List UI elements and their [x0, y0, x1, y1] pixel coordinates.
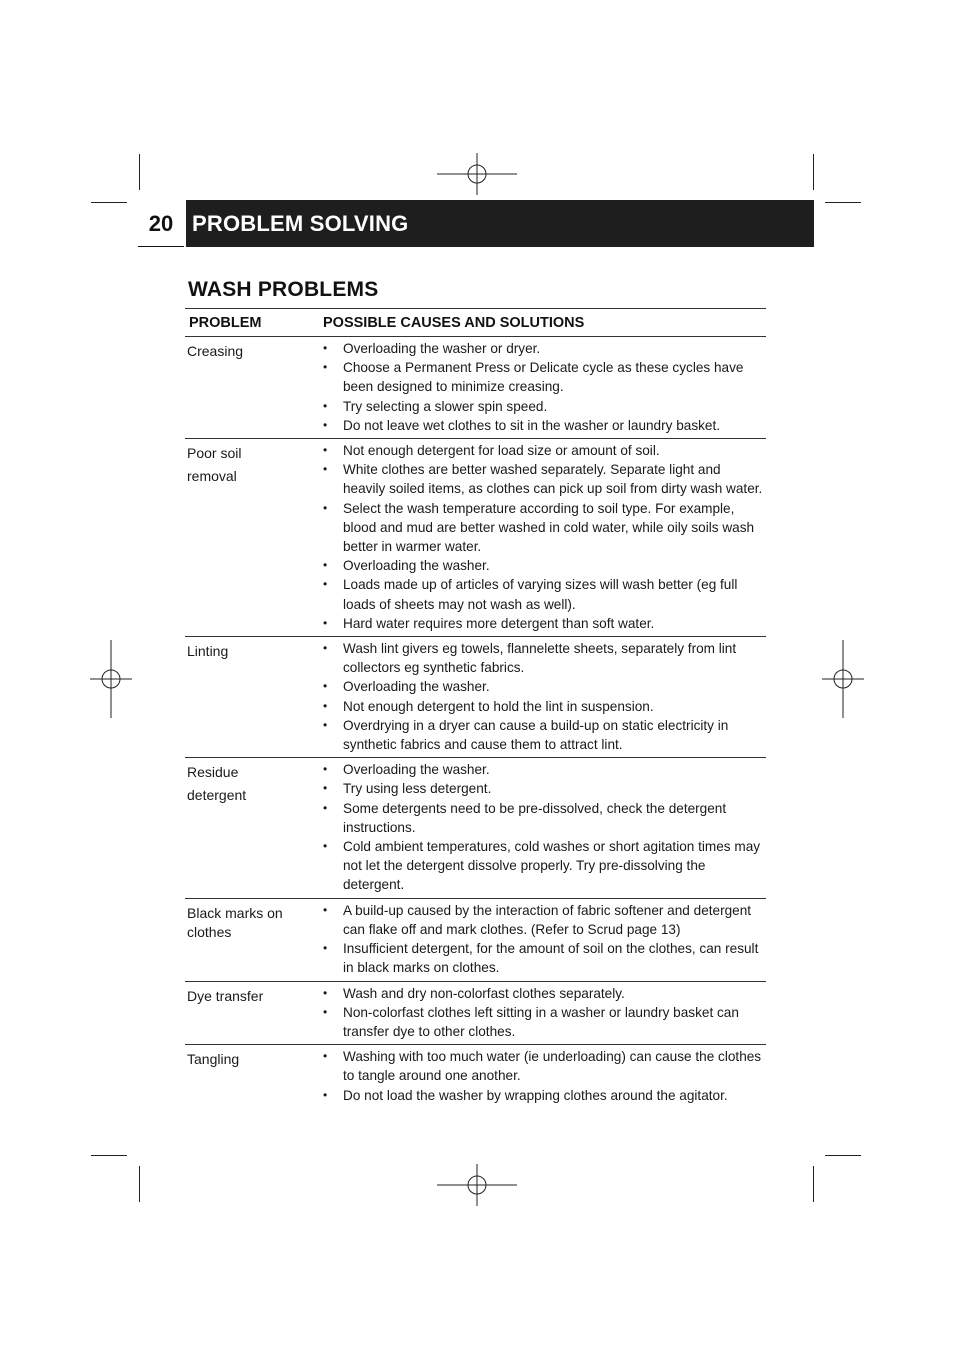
table-row	[185, 899, 766, 982]
problem-label: Black marks on	[187, 904, 283, 921]
problem-cell	[185, 760, 323, 894]
registration-mark-icon	[822, 640, 864, 718]
registration-mark-icon	[90, 640, 132, 718]
problem-label: Poor soil	[187, 445, 242, 462]
table-row	[185, 337, 766, 439]
table-row	[185, 637, 766, 758]
crop-mark	[91, 202, 127, 203]
problem-cell	[185, 1047, 323, 1105]
problem-label: Residue	[187, 764, 239, 781]
problem-label: Creasing	[187, 343, 244, 359]
problem-label: detergent	[187, 787, 247, 804]
crop-mark	[139, 154, 140, 190]
table-body	[185, 337, 766, 1108]
cause-item: • Not enough detergent to hold the lint in suspension.	[323, 697, 766, 716]
cause-item: • Wash and dry non-colorfast clothes separately.	[323, 984, 766, 1003]
table-row	[185, 439, 766, 637]
crop-mark	[139, 1166, 140, 1202]
table-row	[185, 982, 766, 1046]
table-header	[185, 309, 766, 337]
causes-list	[323, 901, 766, 978]
header-title: PROBLEM SOLVING	[186, 200, 814, 247]
cause-item: • Loads made up of articles of varying sizes will wash better (eg full loads of sheets may not wash as well).	[323, 575, 766, 613]
cause-item: • White clothes are better washed separately. Separate light and heavily soiled items, as clothes can pick up soil from dirty wash water.	[323, 460, 766, 498]
problem-label: Linting	[187, 643, 229, 660]
cause-item: • Do not load the washer by wrapping clothes around the agitator.	[323, 1086, 766, 1105]
cause-item: • Hard water requires more detergent than soft water.	[323, 614, 766, 633]
column-header-problem: PROBLEM	[189, 314, 262, 331]
cause-item: • Insufficient detergent, for the amount of soil on the clothes, can result in black marks on clothes.	[323, 939, 766, 977]
column-header-causes: POSSIBLE CAUSES AND SOLUTIONS	[323, 314, 585, 331]
cause-item: • Do not leave wet clothes to sit in the washer or laundry basket.	[323, 416, 766, 435]
problem-cell	[185, 441, 323, 633]
cause-item: • Some detergents need to be pre-dissolved, check the detergent instructions.	[323, 799, 766, 837]
table-row	[185, 1045, 766, 1108]
causes-list	[323, 1047, 766, 1105]
problem-cell	[185, 639, 323, 754]
crop-mark	[825, 202, 861, 203]
causes-list	[323, 639, 766, 754]
causes-cell	[323, 339, 766, 435]
cause-item: • A build-up caused by the interaction of fabric softener and detergent can flake off and mark clothes. (Refer to Scrud page 13)	[323, 901, 766, 939]
causes-cell	[323, 1047, 766, 1105]
causes-list	[323, 441, 766, 633]
cause-item: • Choose a Permanent Press or Delicate cycle as these cycles have been designed to minimize creasing.	[323, 358, 766, 396]
cause-item: • Select the wash temperature according to soil type. For example, blood and mud are better washed in cold water, while oily soils wash better in warmer water.	[323, 499, 766, 557]
wash-problems-table	[185, 308, 766, 1108]
cause-item: • Overloading the washer.	[323, 677, 766, 696]
problem-label: clothes	[187, 924, 232, 941]
cause-item: • Overloading the washer.	[323, 556, 766, 575]
cause-item: • Overloading the washer.	[323, 760, 766, 779]
page-number: 20	[138, 200, 184, 247]
cause-item: • Not enough detergent for load size or amount of soil.	[323, 441, 766, 460]
cause-item: • Cold ambient temperatures, cold washes or short agitation times may not let the detergent dissolve properly. Try pre-dissolving the detergent.	[323, 837, 766, 895]
cause-item: • Wash lint givers eg towels, flannelette sheets, separately from lint collectors eg synthetic fabrics.	[323, 639, 766, 677]
causes-list	[323, 984, 766, 1042]
crop-mark	[91, 1155, 127, 1156]
problem-cell	[185, 339, 323, 435]
registration-mark-icon	[437, 1164, 517, 1206]
causes-list	[323, 339, 766, 435]
problem-label: Tangling	[187, 1051, 240, 1068]
causes-cell	[323, 639, 766, 754]
cause-item: • Overdrying in a dryer can cause a build-up on static electricity in synthetic fabrics and cause them to attract lint.	[323, 716, 766, 754]
crop-mark	[825, 1155, 861, 1156]
cause-item: • Overloading the washer or dryer.	[323, 339, 766, 358]
causes-cell	[323, 901, 766, 978]
problem-cell	[185, 984, 323, 1042]
table-row	[185, 758, 766, 898]
problem-label: Dye transfer	[187, 987, 264, 1004]
crop-mark	[813, 1166, 814, 1202]
section-title: WASH PROBLEMS	[188, 278, 379, 301]
problem-cell	[185, 901, 323, 978]
causes-list	[323, 760, 766, 894]
problem-label: removal	[187, 468, 237, 485]
cause-item: • Non-colorfast clothes left sitting in a washer or laundry basket can transfer dye to other clothes.	[323, 1003, 766, 1041]
registration-mark-icon	[437, 153, 517, 195]
causes-cell	[323, 441, 766, 633]
cause-item: • Try using less detergent.	[323, 779, 766, 798]
cause-item: • Washing with too much water (ie underloading) can cause the clothes to tangle around one another.	[323, 1047, 766, 1085]
crop-mark	[813, 154, 814, 190]
cause-item: • Try selecting a slower spin speed.	[323, 397, 766, 416]
causes-cell	[323, 984, 766, 1042]
causes-cell	[323, 760, 766, 894]
